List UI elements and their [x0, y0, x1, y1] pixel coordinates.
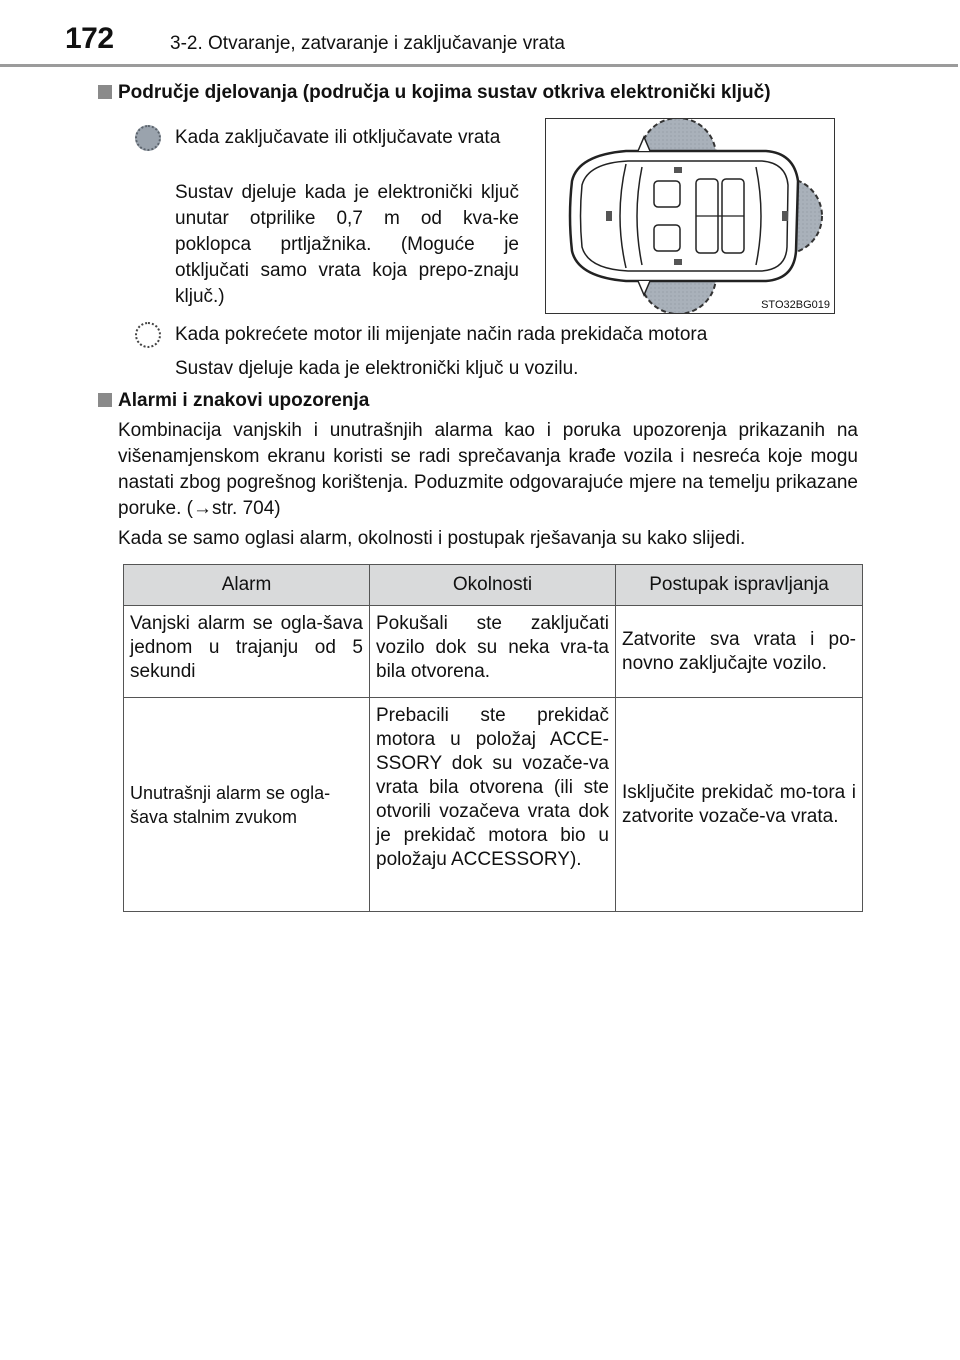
car-top-view-illustration	[546, 119, 834, 313]
alarms-note-paragraph: Kada se samo oglasi alarm, okolnosti i postupak rješavanja su kako slijedi.	[118, 528, 746, 549]
page-number: 172	[65, 22, 114, 55]
alarms-intro-paragraph: Kombinacija vanjskih i unutrašnjih alarma kao i poruka upozorenja prikazanih na višenamjenskom ekranu koristi se radi sprečavanja krađe vozila i nesreća koje mogu nastati zbog pogrešnog korištenja. Poduzmite odgovarajuće mjere na temelju prikazane poruke. (→str. 704)	[118, 420, 858, 519]
square-bullet-icon	[98, 85, 112, 99]
header-rule	[0, 64, 958, 67]
section-heading-alarms	[98, 390, 369, 412]
table-row	[124, 698, 863, 912]
figure-code-label: STO32BG019	[761, 299, 830, 311]
table-header-row	[124, 565, 863, 606]
filled-zone-bullet-icon	[135, 125, 161, 151]
item2-title: Kada pokrećete motor ili mijenjate način rada prekidača motora	[175, 324, 708, 345]
item1-title: Kada zaključavate ili otključavate vrata	[175, 127, 501, 148]
section-heading-detection-area	[98, 82, 771, 104]
table-cell: Unutrašnji alarm se ogla-šava stalnim zvukom	[124, 698, 370, 912]
detection-area-figure	[545, 118, 835, 314]
section-heading-text: Područje djelovanja (područja u kojima sustav otkriva elektronički ključ)	[118, 82, 771, 103]
chapter-title: 3-2. Otvaranje, zatvaranje i zaključavanje vrata	[170, 33, 565, 54]
section-heading-text: Alarmi i znakovi upozorenja	[118, 390, 370, 411]
item1-body: Sustav djeluje kada je elektronički ključ unutar otprilike 0,7 m od kva-ke poklopca prtljažnika. (Moguće je otključati samo vrata koja prepo-znaju ključ.)	[175, 182, 519, 307]
table-header-cell: Okolnosti	[370, 565, 616, 606]
table-cell: Prebacili ste prekidač motora u položaj ACCE-SSORY dok su vozače-va vrata bila otvorena (ili ste otvorili vozačeva vrata dok je prekidač motora bio u položaju ACCESSORY).	[370, 698, 616, 912]
table-header-cell: Postupak ispravljanja	[616, 565, 863, 606]
table-cell: Pokušali ste zaključati vozilo dok su neka vra-ta bila otvorena.	[370, 606, 616, 698]
table-header-cell: Alarm	[124, 565, 370, 606]
square-bullet-icon	[98, 393, 112, 407]
table-row	[124, 606, 863, 698]
table-cell: Isključite prekidač mo-tora i zatvorite vozače-va vrata.	[616, 698, 863, 912]
empty-zone-bullet-icon	[135, 322, 161, 348]
table-cell: Vanjski alarm se ogla-šava jednom u trajanju od 5 sekundi	[124, 606, 370, 698]
table-cell: Zatvorite sva vrata i po-novno zaključajte vozilo.	[616, 606, 863, 698]
alarm-table	[123, 564, 863, 912]
item2-body: Sustav djeluje kada je elektronički ključ u vozilu.	[175, 358, 579, 379]
